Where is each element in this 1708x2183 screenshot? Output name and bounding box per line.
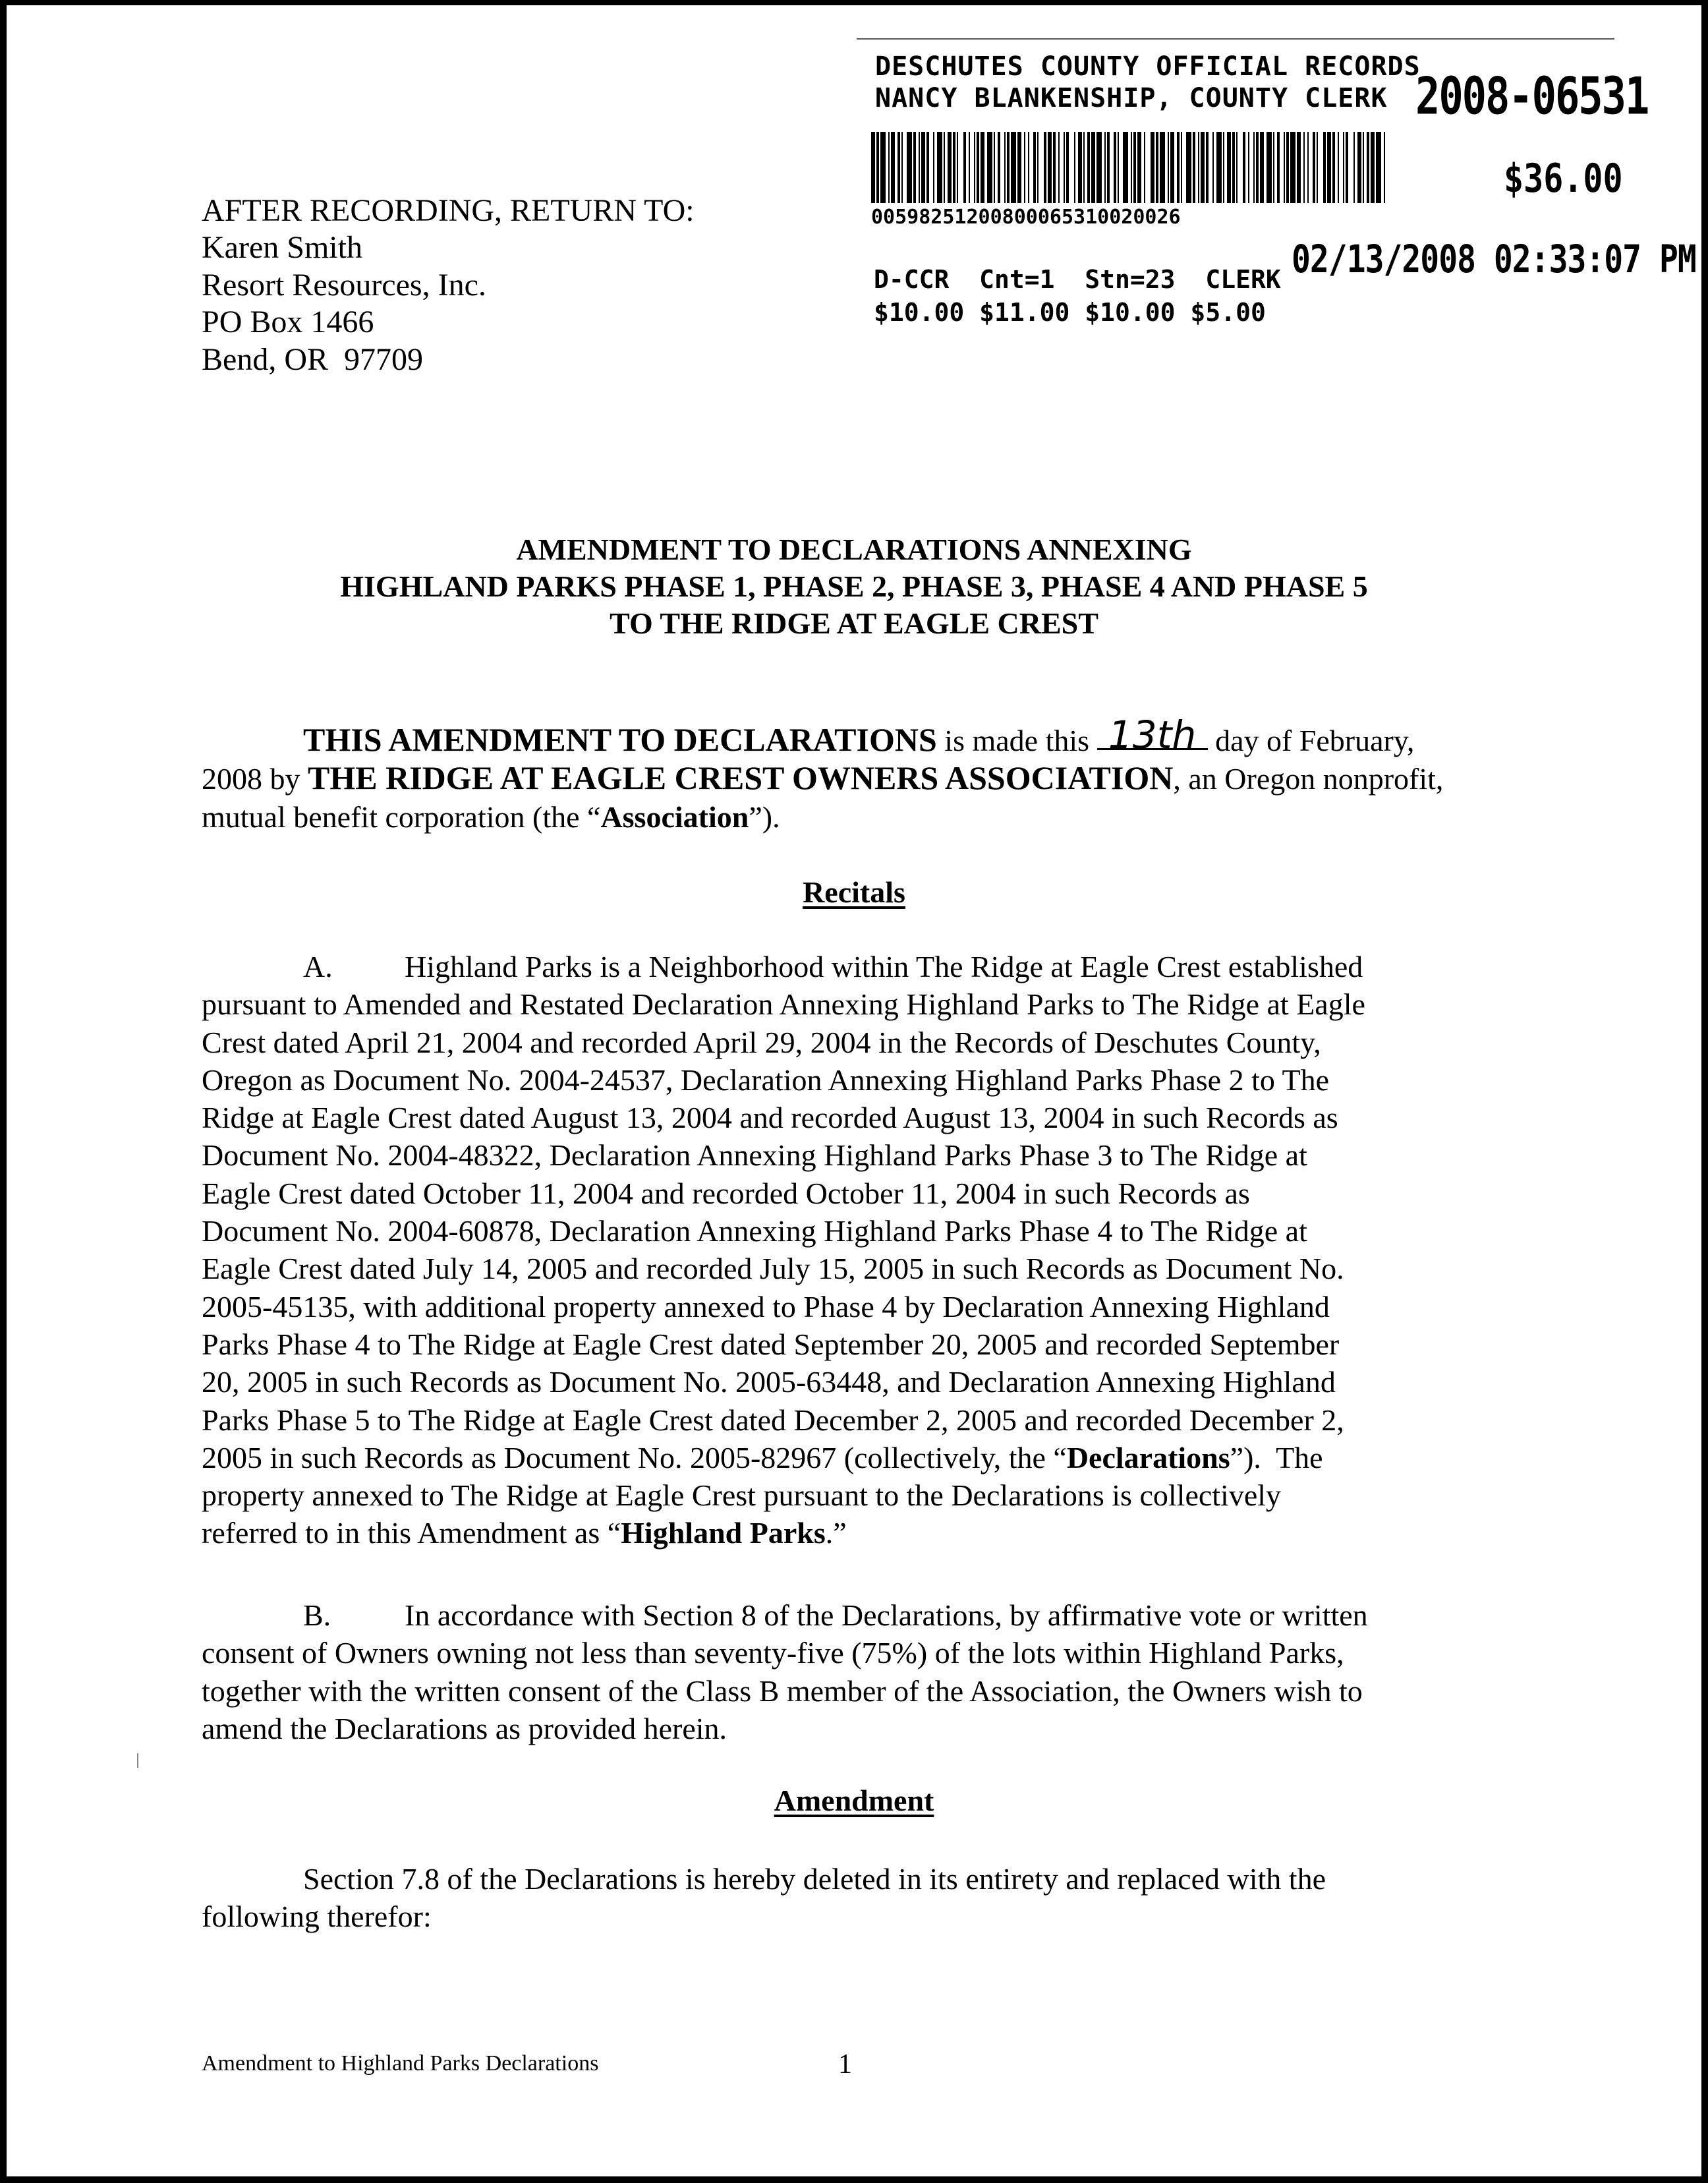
recitals-heading — [0, 874, 1708, 911]
intro-line3-end: ”). — [749, 800, 780, 834]
intro-line-1 — [202, 713, 1493, 759]
recording-fee-total: $36.00 — [1504, 156, 1623, 202]
recital-a-line — [202, 1439, 1493, 1476]
association-defined-term: Association — [600, 800, 749, 834]
barcode-gap — [1145, 132, 1151, 203]
barcode-bar — [1123, 132, 1128, 203]
intro-line3-start: mutual benefit corporation (the “ — [202, 800, 601, 834]
recording-datetime: 02/13/2008 02:33:07 PM — [1292, 237, 1696, 282]
recital-a-line — [202, 1514, 1493, 1552]
barcode-bar — [880, 132, 886, 203]
recital-a-label: A. — [303, 950, 333, 983]
association-name-bold: THE RIDGE AT EAGLE CREST OWNERS ASSOCIATION — [308, 759, 1174, 797]
recital-a-line: pursuant to Amended and Restated Declaration Annexing Highland Parks to The Ridge at Eagle — [202, 987, 1365, 1022]
intro-line-3 — [202, 798, 1493, 836]
barcode-gap — [1069, 132, 1074, 203]
scan-border-left — [0, 0, 7, 2183]
recital-a-line: Parks Phase 4 to The Ridge at Eagle Crest dated September 20, 2005 and recorded September — [202, 1327, 1340, 1361]
recital-a-line: Document No. 2004-48322, Declaration Annexing Highland Parks Phase 3 to The Ridge at — [202, 1138, 1307, 1173]
scan-edge-mark — [137, 1753, 138, 1768]
recording-document-number: 2008-06531 — [1415, 66, 1649, 127]
footer-page-number: 1 — [838, 2049, 852, 2080]
stamp-fee-breakdown: $10.00 $11.00 $10.00 $5.00 — [874, 298, 1266, 327]
amendment-line: Section 7.8 of the Declarations is hereby deleted in its entirety and replaced with the — [303, 1862, 1326, 1896]
document-title-line-1: AMENDMENT TO DECLARATIONS ANNEXING — [516, 533, 1192, 566]
recital-a — [202, 948, 1493, 1552]
barcode-gap — [1348, 132, 1353, 203]
document-title-line-2: HIGHLAND PARKS PHASE 1, PHASE 2, PHASE 3, PHASE 4 AND PHASE 5 — [340, 569, 1368, 603]
stamp-county-clerk: NANCY BLANKENSHIP, COUNTY CLERK — [875, 83, 1388, 113]
barcode-gap — [1318, 132, 1323, 203]
return-to-po-box: PO Box 1466 — [202, 305, 374, 339]
recital-a-line14-end: ”). The — [1230, 1440, 1323, 1474]
recital-a-line: 20, 2005 in such Records as Document No. 2005-63448, and Declaration Annexing Highland — [202, 1365, 1336, 1399]
barcode-bar — [1096, 132, 1102, 203]
recital-b-line: together with the written consent of the Class B member of the Association, the Owners wish to — [202, 1674, 1363, 1708]
barcode-gap — [1238, 132, 1243, 203]
recital-a-line: Eagle Crest dated July 14, 2005 and recorded July 15, 2005 in such Records as Document No. — [202, 1252, 1344, 1286]
barcode-bar — [987, 132, 992, 203]
recital-a-line16-start: referred to in this Amendment as “ — [202, 1516, 621, 1550]
intro-paragraph — [202, 713, 1493, 836]
barcode-bar — [937, 132, 942, 203]
scan-border-top — [0, 0, 1708, 5]
recital-a-line: Eagle Crest dated October 11, 2004 and recorded October 11, 2004 in such Records as — [202, 1176, 1250, 1210]
intro-lead-bold: THIS AMENDMENT TO DECLARATIONS — [303, 721, 937, 758]
recital-a-line: 2005-45135, with additional property annexed to Phase 4 by Declaration Annexing Highland — [202, 1289, 1330, 1324]
intro-year-by: 2008 by — [202, 762, 308, 796]
scan-border-bottom — [0, 2176, 1708, 2183]
intro-made-this: is made this — [936, 724, 1097, 757]
return-to-name: Karen Smith — [202, 230, 362, 265]
barcode-bar — [1376, 132, 1381, 203]
intro-day-of: day of February, — [1207, 724, 1415, 757]
intro-after-association: , an Oregon nonprofit, — [1173, 762, 1444, 796]
recital-a-line: Document No. 2004-60878, Declaration Annexing Highland Parks Phase 4 to The Ridge at — [202, 1214, 1307, 1248]
amendment-line: following therefor: — [202, 1900, 432, 1934]
stamp-county-records: DESCHUTES COUNTY OFFICIAL RECORDS — [875, 51, 1421, 82]
return-to-company: Resort Resources, Inc. — [202, 268, 486, 303]
recital-a-line: Crest dated April 21, 2004 and recorded April 29, 2004 in the Records of Deschutes County, — [202, 1025, 1321, 1059]
recital-a-line: Oregon as Document No. 2004-24537, Declaration Annexing Highland Parks Phase 2 to The — [202, 1062, 1330, 1097]
barcode-gap — [1385, 132, 1386, 203]
handwritten-day: 13th — [1097, 722, 1208, 750]
return-to-city: Bend, OR 97709 — [202, 342, 423, 377]
barcode-bar — [1186, 132, 1191, 203]
recital-a-line14-start: 2005 in such Records as Document No. 2005-82967 (collectively, the “ — [202, 1440, 1067, 1474]
barcode-bar — [1290, 132, 1295, 203]
amendment-paragraph — [202, 1860, 1493, 1936]
barcode-gap — [1039, 132, 1044, 203]
amendment-heading — [0, 1782, 1708, 1819]
recital-b — [202, 1596, 1493, 1747]
stamp-top-rule — [857, 38, 1614, 40]
highland-parks-defined-term: Highland Parks — [621, 1516, 826, 1550]
intro-line-2 — [202, 759, 1493, 798]
barcode-gap — [958, 132, 963, 203]
recital-a-text: Highland Parks is a Neighborhood within The Ridge at Eagle Crest established — [405, 950, 1363, 983]
return-to-heading: AFTER RECORDING, RETURN TO: — [202, 193, 695, 228]
recital-a-line: Parks Phase 5 to The Ridge at Eagle Crest dated December 2, 2005 and recorded December 2, — [202, 1403, 1344, 1437]
recital-b-line — [202, 1596, 1493, 1634]
barcode-digits: 00598251200800065310020026 — [871, 206, 1181, 229]
barcode-bar — [1216, 132, 1222, 203]
recital-b-line: amend the Declarations as provided herein. — [202, 1711, 727, 1745]
stamp-codes: D-CCR Cnt=1 Stn=23 CLERK — [874, 265, 1281, 294]
recording-barcode — [871, 132, 1392, 203]
recital-b-label: B. — [303, 1598, 331, 1632]
scan-border-right — [1701, 0, 1708, 2183]
recital-b-line: consent of Owners owning not less than seventy-five (75%) of the lots within Highland Parks, — [202, 1636, 1344, 1670]
barcode-bar — [907, 132, 912, 203]
recital-a-line: Ridge at Eagle Crest dated August 13, 2004 and recorded August 13, 2004 in such Records as — [202, 1101, 1338, 1135]
barcode-bar — [1011, 132, 1016, 203]
recital-a-line16-end: .” — [825, 1516, 847, 1550]
document-title-line-3: TO THE RIDGE AT EAGLE CREST — [610, 606, 1098, 640]
recital-a-line — [202, 948, 1493, 985]
recital-b-text: In accordance with Section 8 of the Declarations, by affirmative vote or written — [405, 1598, 1368, 1632]
recital-a-line: property annexed to The Ridge at Eagle Crest pursuant to the Declarations is collectively — [202, 1478, 1282, 1513]
recitals-heading-text: Recitals — [803, 875, 905, 909]
declarations-defined-term: Declarations — [1066, 1440, 1230, 1474]
footer-document-name: Amendment to Highland Parks Declarations — [202, 2051, 599, 2076]
amendment-heading-text: Amendment — [774, 1784, 934, 1817]
barcode-bar — [1267, 132, 1272, 203]
barcode-bar — [1160, 132, 1165, 203]
